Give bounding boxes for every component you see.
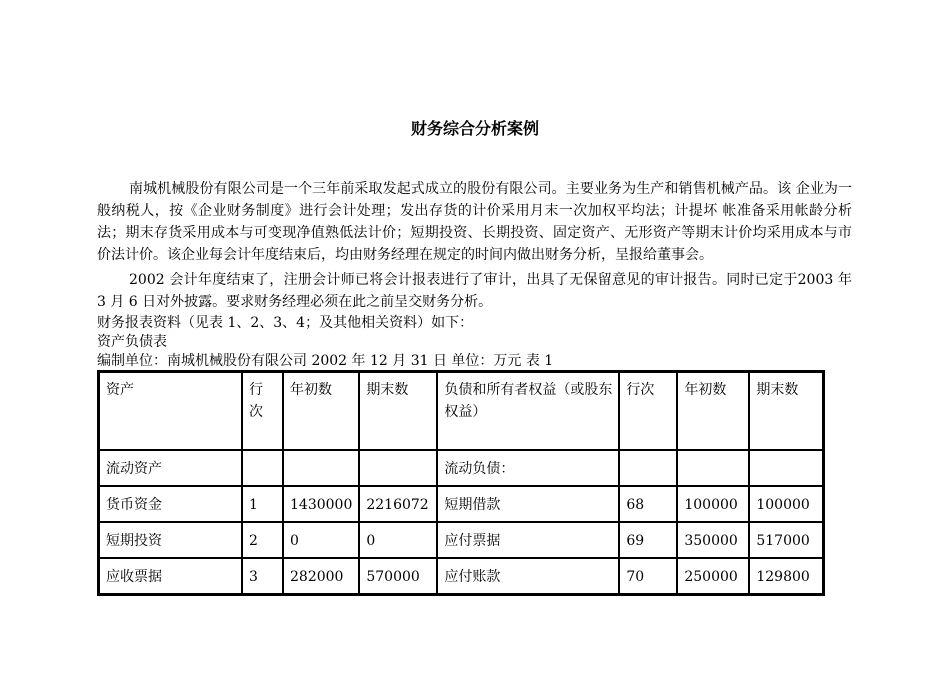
- document-title: 财务综合分析案例: [410, 119, 539, 138]
- table-cell: 应收票据: [99, 558, 242, 594]
- table-cell: 100000: [749, 486, 823, 522]
- table-cell: 3: [242, 558, 283, 594]
- table-cell: 1430000: [283, 486, 359, 522]
- table-cell: 250000: [677, 558, 749, 594]
- table-cell: 流动资产: [99, 450, 242, 486]
- table-cell: 1: [242, 486, 283, 522]
- table-cell: [749, 450, 823, 486]
- table-cell: [242, 450, 283, 486]
- table-cell: 282000: [283, 558, 359, 594]
- table-cell: 短期投资: [99, 522, 242, 558]
- table-cell: 0: [283, 522, 359, 558]
- header-cell-line-no-2: 行次: [619, 372, 677, 450]
- header-cell-line-no: 行次: [242, 372, 283, 450]
- table-cell: 应付票据: [437, 522, 619, 558]
- intro-paragraph: 南城机械股份有限公司是一个三年前采取发起式成立的股份有限公司。主要业务为生产和销售机械产品。该 企业为一般纳税人，按《企业财务制度》进行会计处理；发出存货的计价采用月末一次加权平均法；计提坏 帐准备采用帐龄分析法；期末存货采用成本与可变现净值熟低法计价；短期投资、长期投资、固定资产、无形资产等期末计价均采用成本与市价法计价。该企业每会计年度结束后，均由财务经理在规定的时间内做出财务分析，呈报给董事会。: [97, 181, 852, 263]
- table-cell: 69: [619, 522, 677, 558]
- table-cell: 应付账款: [437, 558, 619, 594]
- table-cell: [677, 450, 749, 486]
- header-cell-opening: 年初数: [283, 372, 359, 450]
- table-cell: 129800: [749, 558, 823, 594]
- table-cell: 货币资金: [99, 486, 242, 522]
- header-cell-opening-2: 年初数: [677, 372, 749, 450]
- header-cell-closing-2: 期末数: [749, 372, 823, 450]
- table-cell: 2: [242, 522, 283, 558]
- table-cell: 70: [619, 558, 677, 594]
- table-cell: [619, 450, 677, 486]
- header-cell-closing: 期末数: [359, 372, 437, 450]
- table-cell: [359, 450, 437, 486]
- statement-header-info: 编制单位：南城机械股份有限公司 2002 年 12 月 31 日 单位：万元 表 1: [97, 353, 554, 369]
- table-cell: 350000: [677, 522, 749, 558]
- table-row: [99, 522, 823, 558]
- table-cell: 流动负债：: [437, 450, 619, 486]
- balance-sheet-table: [97, 370, 825, 596]
- table-cell: 68: [619, 486, 677, 522]
- table-row: [99, 558, 823, 594]
- table-cell: 100000: [677, 486, 749, 522]
- table-cell: 570000: [359, 558, 437, 594]
- table-cell: 0: [359, 522, 437, 558]
- table-cell: 短期借款: [437, 486, 619, 522]
- table-header-row: [99, 372, 823, 450]
- audit-paragraph: 2002 会计年度结束了，注册会计师已将会计报表进行了审计，出具了无保留意见的审计报告。同时已定于2003 年 3 月 6 日对外披露。要求财务经理必须在此之前呈交财务分析。: [97, 272, 852, 310]
- header-cell-liabilities: 负债和所有者权益（或股东权益）: [437, 372, 619, 450]
- statement-name: 资产负债表: [97, 334, 167, 350]
- table-cell: 517000: [749, 522, 823, 558]
- header-cell-assets: 资产: [99, 372, 242, 450]
- table-row: [99, 486, 823, 522]
- table-cell: [283, 450, 359, 486]
- table-cell: 2216072: [359, 486, 437, 522]
- table-row: [99, 450, 823, 486]
- data-source-line: 财务报表资料（见表 1、2、3、4；及其他相关资料）如下：: [97, 315, 474, 331]
